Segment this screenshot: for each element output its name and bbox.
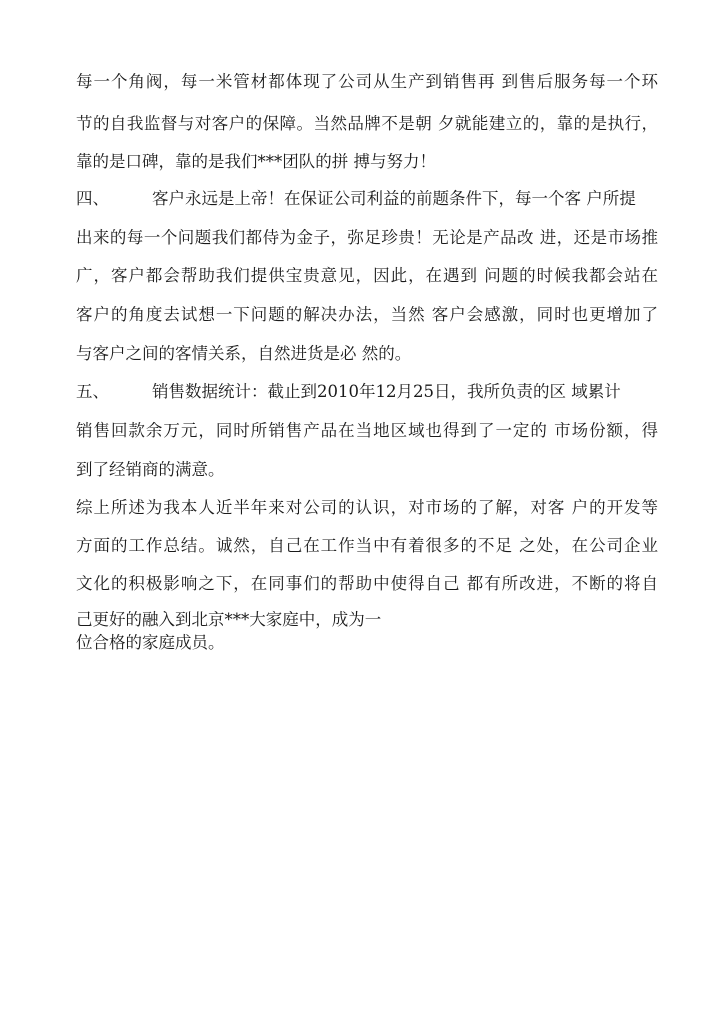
summary-line: 综上所述为我本人近半年来对公司的认识，对市场的了解，对客 户的开发等 (76, 498, 658, 517)
section-4-number: 四、 (76, 189, 109, 208)
summary-line: 方面的工作总结。诚然，自己在工作当中有着很多的不足 之处，在公司企业 (76, 536, 658, 555)
section-4-line: 客户的角度去试想一下问题的解决办法，当然 客户会感激，同时也更增加了 (76, 305, 658, 324)
section-5-first-line (76, 382, 621, 402)
summary-line: 己更好的融入到北京***大家庭中，成为一 (76, 610, 382, 629)
section-4-line: 与客户之间的客情关系，自然进货是必 然的。 (76, 344, 412, 363)
paragraph-line: 每一个角阀，每一米管材都体现了公司从生产到销售再 到售后服务每一个环 (76, 72, 658, 91)
paragraph-line: 靠的是口碑，靠的是我们***团队的拼 搏与努力！ (76, 152, 436, 171)
section-4-line: 出来的每一个问题我们都侍为金子，弥足珍贵！无论是产品改 进，还是市场推 (76, 228, 658, 247)
section-5-line: 销售回款余万元，同时所销售产品在当地区域也得到了一定的 市场份额，得 (76, 421, 658, 440)
paragraph-line: 节的自我监督与对客户的保障。当然品牌不是朝 夕就能建立的，靠的是执行， (76, 114, 658, 133)
section-5-text: 销售数据统计：截止到2010年12月25日，我所负责的区 域累计 (152, 382, 621, 401)
section-4-line: 广，客户都会帮助我们提供宝贵意见，因此，在遇到 问题的时候我都会站在 (76, 266, 658, 285)
section-5-line: 到了经销商的满意。 (76, 460, 225, 479)
summary-line: 文化的积极影响之下，在同事们的帮助中使得自己 都有所改进，不断的将自 (76, 574, 658, 593)
section-4-first-line (76, 189, 636, 209)
section-5-number: 五、 (76, 382, 109, 401)
section-4-text: 客户永远是上帝！在保证公司利益的前题条件下，每一个客 户所提 (152, 189, 636, 208)
summary-line: 位合格的家庭成员。 (76, 633, 225, 652)
